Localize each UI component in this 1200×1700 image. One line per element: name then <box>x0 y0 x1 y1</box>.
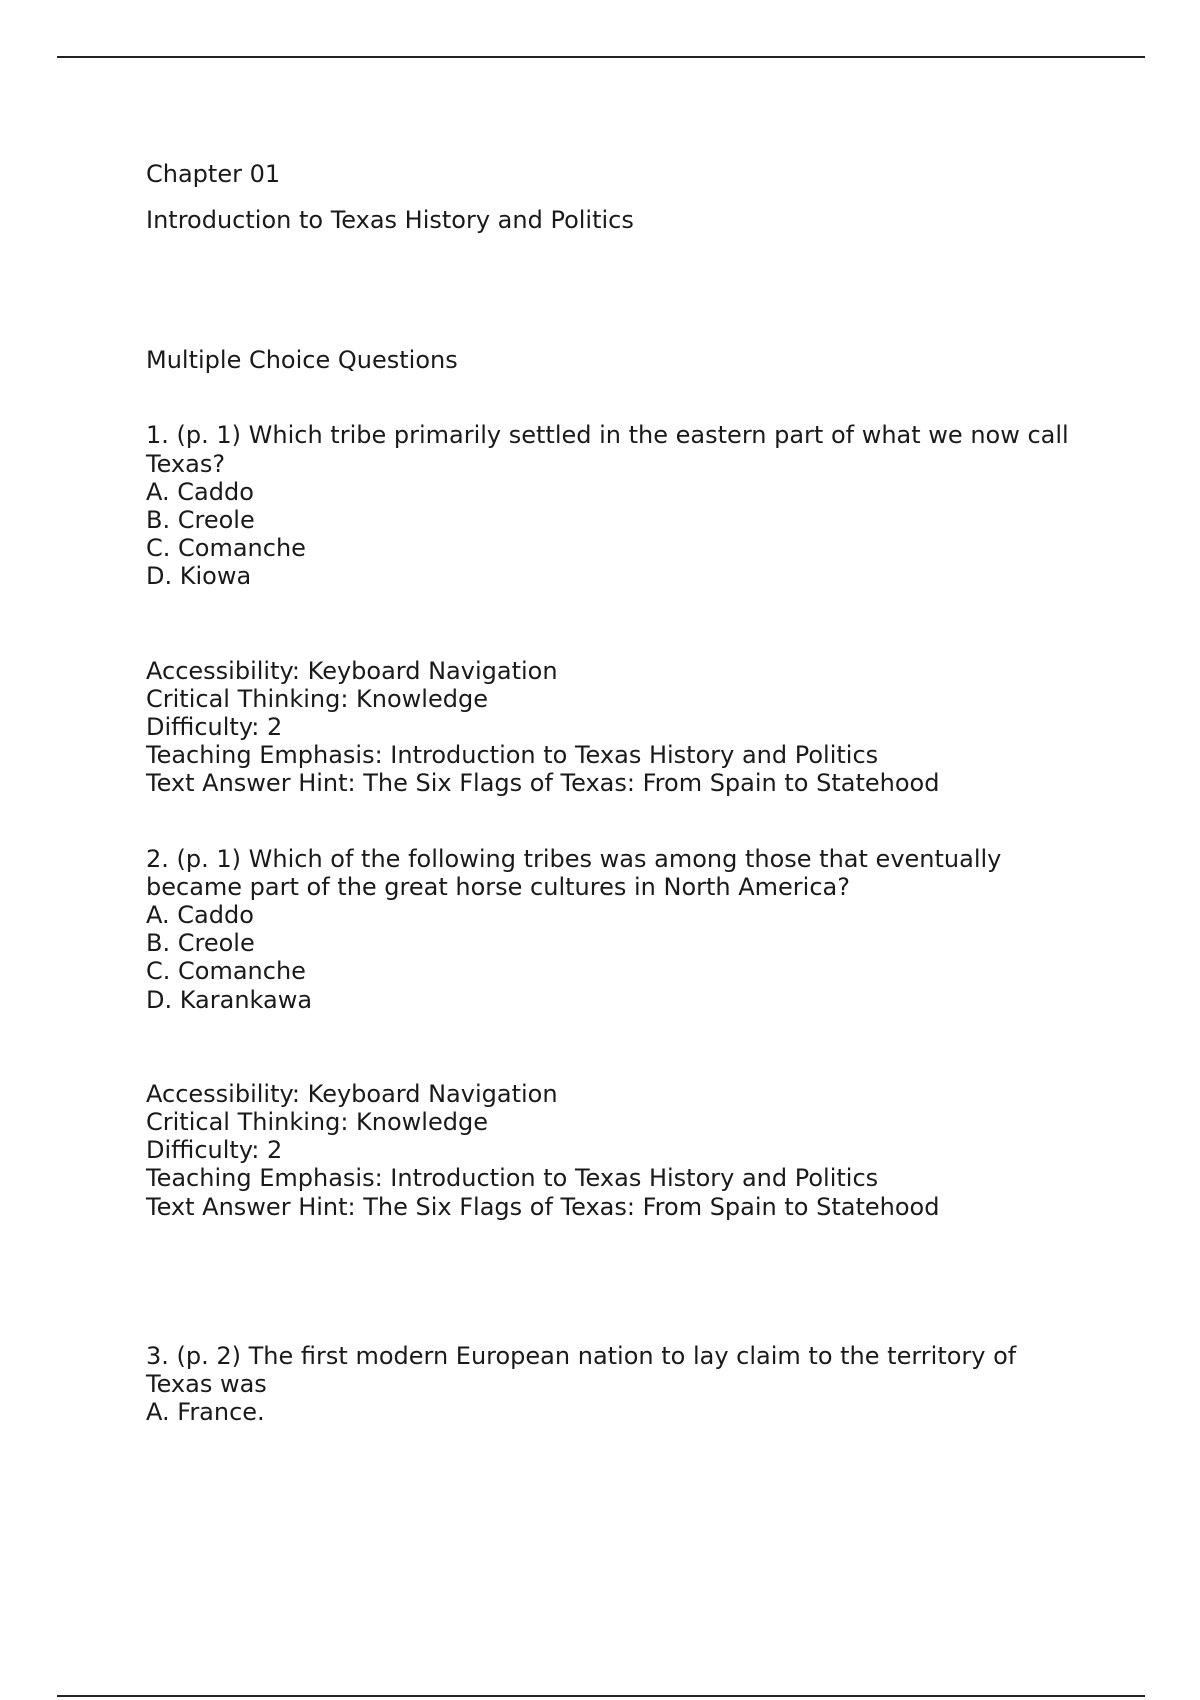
question-2-option-b: B. Creole <box>146 929 255 958</box>
question-2-difficulty: Difficulty: 2 <box>146 1136 283 1165</box>
question-2-option-d: D. Karankawa <box>146 985 313 1014</box>
question-3-options <box>146 1398 1086 1426</box>
question-1-critical-thinking: Critical Thinking: Knowledge <box>146 684 488 713</box>
question-1-text: 1. (p. 1) Which tribe primarily settled in the eastern part of what we now call Texas? <box>146 421 1069 478</box>
question-2 <box>146 845 1086 1014</box>
question-2-critical-thinking: Critical Thinking: Knowledge <box>146 1108 488 1137</box>
question-2-answer-hint: Text Answer Hint: The Six Flags of Texas: From Spain to Statehood <box>146 1192 940 1221</box>
question-1-option-b: B. Creole <box>146 506 255 535</box>
question-2-option-c: C. Comanche <box>146 957 306 986</box>
question-1-option-a: A. Caddo <box>146 477 254 506</box>
question-1-teaching-emphasis: Teaching Emphasis: Introduction to Texas History and Politics <box>146 741 879 770</box>
question-2-text: 2. (p. 1) Which of the following tribes was among those that eventually became part of the great horse cultures in North America? <box>146 844 1002 901</box>
question-1-options <box>146 478 1086 591</box>
bottom-rule <box>57 1695 1145 1697</box>
section-heading: Multiple Choice Questions <box>146 346 458 375</box>
chapter-title: Introduction to Texas History and Politics <box>146 206 634 234</box>
question-1-answer-hint: Text Answer Hint: The Six Flags of Texas: From Spain to Statehood <box>146 769 940 798</box>
question-1 <box>146 421 1086 590</box>
chapter-number: Chapter 01 <box>146 160 281 188</box>
question-2-option-a: A. Caddo <box>146 901 254 930</box>
question-2-metadata <box>146 1080 1086 1221</box>
document-body <box>146 160 1086 1426</box>
question-1-option-d: D. Kiowa <box>146 562 252 591</box>
question-2-options <box>146 901 1086 1014</box>
question-2-teaching-emphasis: Teaching Emphasis: Introduction to Texas History and Politics <box>146 1164 879 1193</box>
question-1-metadata <box>146 657 1086 798</box>
question-1-option-c: C. Comanche <box>146 534 306 563</box>
question-3-option-a: A. France. <box>146 1398 265 1427</box>
top-rule <box>57 56 1145 58</box>
question-3-text: 3. (p. 2) The first modern European nation to lay claim to the territory of Texas was <box>146 1341 1017 1399</box>
question-3 <box>146 1342 1086 1427</box>
question-1-accessibility: Accessibility: Keyboard Navigation <box>146 656 558 685</box>
question-2-accessibility: Accessibility: Keyboard Navigation <box>146 1079 558 1108</box>
question-1-difficulty: Difficulty: 2 <box>146 713 283 742</box>
